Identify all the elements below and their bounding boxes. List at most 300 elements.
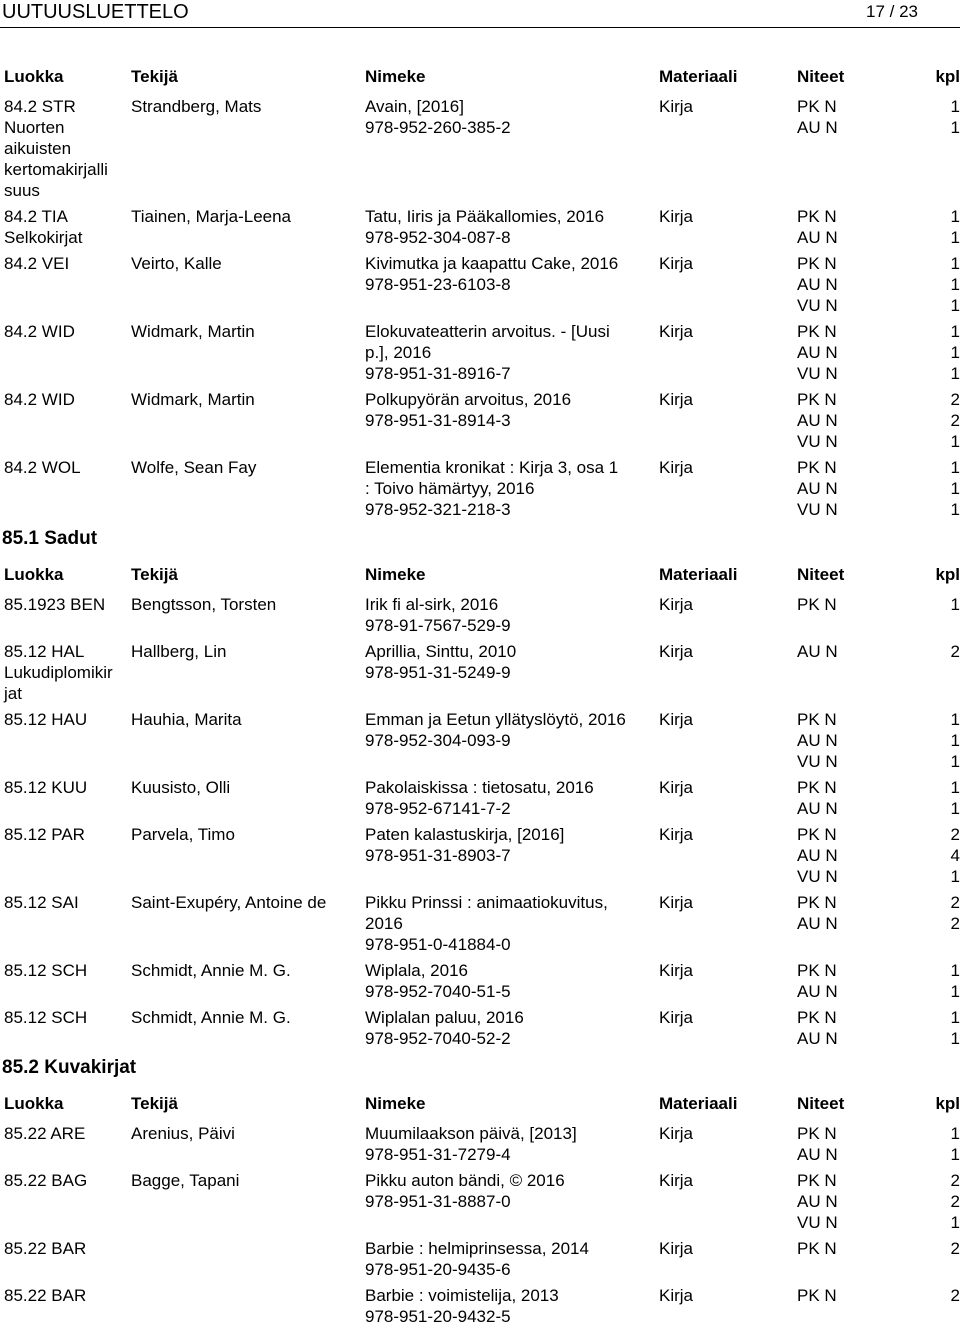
cell-niteet (797, 892, 960, 955)
cell-nimeke (365, 594, 659, 636)
cell-tekija (131, 1007, 365, 1049)
cell-materiaali: Kirja (659, 1008, 694, 1027)
cell-nimeke-line: Paten kalastuskirja, [2016] (365, 825, 565, 844)
cell-nimeke (365, 206, 659, 248)
cell-tekija (131, 457, 365, 520)
copy-location: PK N (797, 1239, 837, 1258)
cell-luokka-line: Nuorten (4, 118, 65, 137)
cell-tekija (131, 641, 365, 704)
copy-location: PK N (797, 1008, 837, 1027)
copy-count: 1 (950, 1213, 960, 1232)
cell-tekija-line: Hauhia, Marita (131, 710, 242, 729)
cell-tekija-line: Arenius, Päivi (131, 1124, 235, 1143)
column-header-kpl: kpl (935, 67, 960, 86)
copy-location: PK N (797, 893, 837, 912)
cell-nimeke (365, 321, 659, 384)
column-header-tekija: Tekijä (131, 1094, 178, 1113)
copy-location-row (797, 845, 960, 866)
copy-location: PK N (797, 1124, 837, 1143)
cell-niteet (797, 253, 960, 316)
copy-count: 1 (950, 595, 960, 614)
cell-nimeke-line: 978-952-304-093-9 (365, 731, 511, 750)
cell-nimeke-line: 978-951-31-8887-0 (365, 1192, 511, 1211)
cell-luokka-line: suus (4, 181, 40, 200)
copy-location: AU N (797, 731, 838, 750)
copy-location-row (797, 96, 960, 117)
cell-nimeke (365, 1238, 659, 1280)
copy-location-row (797, 295, 960, 316)
copy-location-row (797, 499, 960, 520)
cell-luokka-line: 85.12 HAL (4, 642, 85, 661)
catalog-row (0, 594, 960, 636)
cell-nimeke-line: Kivimutka ja kaapattu Cake, 2016 (365, 254, 619, 273)
copy-count: 1 (950, 1029, 960, 1048)
copy-count: 2 (950, 825, 960, 844)
copy-location: AU N (797, 642, 838, 661)
cell-nimeke-line: Irik fi al-sirk, 2016 (365, 595, 499, 614)
copy-location: AU N (797, 275, 838, 294)
cell-luokka (0, 389, 131, 452)
cell-nimeke-line: 978-951-31-5249-9 (365, 663, 511, 682)
cell-nimeke-line: Tatu, Iiris ja Pääkallomies, 2016 (365, 207, 605, 226)
column-header-row (0, 564, 960, 585)
cell-tekija-line: Schmidt, Annie M. G. (131, 1008, 291, 1027)
cell-nimeke-line: 978-951-31-8914-3 (365, 411, 511, 430)
copy-location: PK N (797, 458, 837, 477)
copy-location: PK N (797, 825, 837, 844)
cell-luokka (0, 457, 131, 520)
column-header-materiaali: Materiaali (659, 67, 738, 86)
copy-count: 2 (950, 1192, 960, 1211)
column-header-luokka: Luokka (4, 1094, 64, 1113)
cell-nimeke-line: 978-951-23-6103-8 (365, 275, 511, 294)
cell-luokka (0, 777, 131, 819)
copy-count: 1 (950, 364, 960, 383)
copy-count: 1 (950, 118, 960, 137)
copy-location-row (797, 798, 960, 819)
cell-luokka (0, 206, 131, 248)
copy-location: PK N (797, 390, 837, 409)
column-header-luokka: Luokka (4, 565, 64, 584)
catalog-row (0, 389, 960, 452)
cell-nimeke (365, 892, 659, 955)
catalog-row (0, 96, 960, 201)
cell-luokka-line: 85.12 HAU (4, 710, 88, 729)
cell-tekija-line: Bagge, Tapani (131, 1171, 240, 1190)
section-title: 85.2 Kuvakirjat (2, 1057, 137, 1078)
copy-location: AU N (797, 118, 838, 137)
cell-tekija (131, 206, 365, 248)
cell-tekija-line: Parvela, Timo (131, 825, 235, 844)
cell-materiaali: Kirja (659, 1124, 694, 1143)
copy-count: 2 (950, 1239, 960, 1258)
cell-luokka-line: 84.2 WOL (4, 458, 81, 477)
copy-location-row (797, 1212, 960, 1233)
copy-location: AU N (797, 1192, 838, 1211)
copy-location: VU N (797, 752, 838, 771)
cell-tekija (131, 777, 365, 819)
cell-materiaali: Kirja (659, 207, 694, 226)
cell-tekija (131, 1170, 365, 1233)
cell-tekija (131, 824, 365, 887)
copy-location: AU N (797, 1029, 838, 1048)
cell-niteet (797, 96, 960, 201)
copy-count: 1 (950, 799, 960, 818)
cell-tekija-line: Kuusisto, Olli (131, 778, 231, 797)
cell-luokka (0, 96, 131, 201)
column-header-niteet: Niteet (797, 565, 845, 584)
cell-luokka (0, 1007, 131, 1049)
catalog-row (0, 1007, 960, 1049)
cell-tekija (131, 253, 365, 316)
cell-nimeke-line: 978-952-321-218-3 (365, 500, 511, 519)
copy-location-row (797, 1238, 960, 1259)
column-header-kpl: kpl (935, 565, 960, 584)
cell-nimeke-line: 978-952-67141-7-2 (365, 799, 511, 818)
copy-location-row (797, 389, 960, 410)
copy-count: 1 (950, 867, 960, 886)
copy-location-row (797, 1123, 960, 1144)
cell-tekija (131, 1123, 365, 1165)
cell-tekija-line: Schmidt, Annie M. G. (131, 961, 291, 980)
cell-luokka (0, 1170, 131, 1233)
copy-location: VU N (797, 296, 838, 315)
copy-count: 1 (950, 1124, 960, 1143)
copy-location: AU N (797, 1145, 838, 1164)
cell-materiaali: Kirja (659, 1239, 694, 1258)
cell-luokka (0, 1285, 131, 1327)
cell-nimeke (365, 960, 659, 1002)
catalog-row (0, 824, 960, 887)
copy-location: AU N (797, 411, 838, 430)
copy-location: PK N (797, 322, 837, 341)
cell-nimeke (365, 1285, 659, 1327)
cell-nimeke-line: Polkupyörän arvoitus, 2016 (365, 390, 572, 409)
cell-nimeke (365, 1123, 659, 1165)
copy-location-row (797, 321, 960, 342)
copy-location-row (797, 594, 960, 615)
cell-luokka-line: 84.2 STR (4, 97, 76, 116)
cell-nimeke-line: Barbie : helmiprinsessa, 2014 (365, 1239, 589, 1258)
copy-count: 1 (950, 1008, 960, 1027)
copy-count: 1 (950, 296, 960, 315)
copy-count: 1 (950, 710, 960, 729)
copy-location-row (797, 431, 960, 452)
cell-materiaali: Kirja (659, 893, 694, 912)
cell-tekija-line: Strandberg, Mats (131, 97, 262, 116)
copy-location: PK N (797, 254, 837, 273)
copy-count: 1 (950, 961, 960, 980)
cell-luokka-line: kertomakirjalli (4, 160, 108, 179)
cell-nimeke-line: 978-91-7567-529-9 (365, 616, 511, 635)
copy-location-row (797, 410, 960, 431)
cell-nimeke (365, 641, 659, 704)
cell-nimeke-line: p.], 2016 (365, 343, 432, 362)
copy-count: 2 (950, 411, 960, 430)
cell-nimeke-line: 978-951-31-7279-4 (365, 1145, 511, 1164)
column-header-tekija: Tekijä (131, 565, 178, 584)
cell-materiaali: Kirja (659, 458, 694, 477)
cell-tekija-line: Saint-Exupéry, Antoine de (131, 893, 327, 912)
page-number: 17 / 23 (866, 2, 918, 21)
column-header-kpl: kpl (935, 1094, 960, 1113)
column-header-niteet: Niteet (797, 1094, 845, 1113)
cell-nimeke (365, 457, 659, 520)
cell-nimeke-line: Pakolaiskissa : tietosatu, 2016 (365, 778, 594, 797)
copy-location-row (797, 981, 960, 1002)
catalog-row (0, 206, 960, 248)
copy-location: AU N (797, 228, 838, 247)
copy-location: PK N (797, 595, 837, 614)
copy-location: PK N (797, 1286, 837, 1305)
cell-nimeke-line: 978-951-31-8903-7 (365, 846, 511, 865)
cell-luokka-line: 85.12 PAR (4, 825, 85, 844)
cell-materiaali: Kirja (659, 642, 694, 661)
cell-nimeke-line: Barbie : voimistelija, 2013 (365, 1286, 559, 1305)
catalog-rows (0, 594, 960, 1049)
catalog-row (0, 1123, 960, 1165)
cell-nimeke-line: : Toivo hämärtyy, 2016 (365, 479, 535, 498)
copy-location-row (797, 1285, 960, 1306)
cell-nimeke-line: Wiplalan paluu, 2016 (365, 1008, 524, 1027)
cell-nimeke-line: 978-951-0-41884-0 (365, 935, 511, 954)
catalog-row (0, 960, 960, 1002)
copy-count: 1 (950, 207, 960, 226)
column-header-materiaali: Materiaali (659, 565, 738, 584)
copy-location-row (797, 709, 960, 730)
copy-count: 2 (950, 1171, 960, 1190)
catalog-section (0, 66, 960, 520)
copy-count: 1 (950, 778, 960, 797)
copy-location-row (797, 478, 960, 499)
copy-location-row (797, 1191, 960, 1212)
cell-luokka-line: 84.2 WID (4, 390, 75, 409)
copy-count: 2 (950, 1286, 960, 1305)
cell-materiaali: Kirja (659, 390, 694, 409)
column-header-tekija: Tekijä (131, 67, 178, 86)
cell-luokka (0, 594, 131, 636)
cell-luokka-line: Lukudiplomikir (4, 663, 113, 682)
cell-materiaali: Kirja (659, 1286, 694, 1305)
cell-tekija (131, 321, 365, 384)
copy-count: 1 (950, 458, 960, 477)
cell-nimeke-line: Pikku Prinssi : animaatiokuvitus, (365, 893, 608, 912)
copy-location: AU N (797, 799, 838, 818)
cell-materiaali: Kirja (659, 778, 694, 797)
copy-count: 2 (950, 390, 960, 409)
copy-count: 1 (950, 752, 960, 771)
cell-materiaali: Kirja (659, 322, 694, 341)
cell-tekija (131, 1238, 365, 1280)
copy-count: 2 (950, 914, 960, 933)
cell-nimeke-line: 2016 (365, 914, 403, 933)
cell-materiaali: Kirja (659, 825, 694, 844)
cell-nimeke-line: Elementia kronikat : Kirja 3, osa 1 (365, 458, 619, 477)
cell-nimeke-line: Aprillia, Sinttu, 2010 (365, 642, 517, 661)
copy-location-row (797, 641, 960, 662)
cell-nimeke (365, 96, 659, 201)
cell-luokka (0, 960, 131, 1002)
cell-nimeke (365, 709, 659, 772)
cell-nimeke-line: Emman ja Eetun yllätyslöytö, 2016 (365, 710, 626, 729)
cell-tekija (131, 1285, 365, 1327)
catalog-row (0, 253, 960, 316)
cell-luokka (0, 641, 131, 704)
copy-location: VU N (797, 500, 838, 519)
section-title: 85.1 Sadut (2, 528, 98, 549)
page-header (0, 0, 960, 26)
copy-location-row (797, 866, 960, 887)
cell-niteet (797, 1007, 960, 1049)
copy-location-row (797, 253, 960, 274)
copy-location: PK N (797, 710, 837, 729)
cell-nimeke-line: Pikku auton bändi, © 2016 (365, 1171, 565, 1190)
catalog-row (0, 1170, 960, 1233)
copy-location: PK N (797, 97, 837, 116)
cell-tekija (131, 96, 365, 201)
copy-location: VU N (797, 432, 838, 451)
copy-location-row (797, 751, 960, 772)
cell-nimeke (365, 389, 659, 452)
cell-luokka-line: 85.22 BAR (4, 1286, 87, 1305)
column-header-nimeke: Nimeke (365, 1094, 426, 1113)
cell-tekija-line: Widmark, Martin (131, 322, 255, 341)
copy-count: 1 (950, 479, 960, 498)
copy-location-row (797, 824, 960, 845)
copy-location-row (797, 363, 960, 384)
cell-luokka-line: 85.12 SCH (4, 1008, 88, 1027)
cell-tekija (131, 389, 365, 452)
column-header-luokka: Luokka (4, 67, 64, 86)
cell-luokka-line: jat (4, 684, 22, 703)
copy-count: 4 (950, 846, 960, 865)
cell-nimeke-line: Muumilaakson päivä, [2013] (365, 1124, 577, 1143)
cell-materiaali: Kirja (659, 710, 694, 729)
cell-materiaali: Kirja (659, 961, 694, 980)
cell-luokka (0, 824, 131, 887)
cell-luokka (0, 892, 131, 955)
cell-niteet (797, 206, 960, 248)
cell-luokka-line: 84.2 WID (4, 322, 75, 341)
cell-niteet (797, 389, 960, 452)
cell-materiaali: Kirja (659, 1171, 694, 1190)
cell-niteet (797, 824, 960, 887)
copy-count: 1 (950, 254, 960, 273)
cell-luokka (0, 253, 131, 316)
cell-tekija-line: Wolfe, Sean Fay (131, 458, 257, 477)
cell-luokka-line: Selkokirjat (4, 228, 83, 247)
cell-nimeke (365, 777, 659, 819)
copy-location: VU N (797, 364, 838, 383)
copy-count: 1 (950, 500, 960, 519)
cell-tekija (131, 960, 365, 1002)
cell-nimeke-line: 978-952-260-385-2 (365, 118, 511, 137)
catalog-content (0, 66, 960, 1332)
column-header-nimeke: Nimeke (365, 565, 426, 584)
cell-tekija-line: Bengtsson, Torsten (131, 595, 277, 614)
cell-tekija (131, 892, 365, 955)
catalog-row (0, 641, 960, 704)
catalog-row (0, 892, 960, 955)
copy-count: 1 (950, 731, 960, 750)
cell-tekija-line: Widmark, Martin (131, 390, 255, 409)
cell-nimeke-line: Elokuvateatterin arvoitus. - [Uusi (365, 322, 610, 341)
cell-luokka (0, 1123, 131, 1165)
copy-location-row (797, 913, 960, 934)
copy-location: PK N (797, 961, 837, 980)
cell-tekija-line: Tiainen, Marja-Leena (131, 207, 292, 226)
cell-luokka-line: 85.22 BAG (4, 1171, 88, 1190)
column-header-row (0, 1093, 960, 1114)
cell-nimeke-line: 978-952-304-087-8 (365, 228, 511, 247)
catalog-rows (0, 96, 960, 520)
copy-location: AU N (797, 846, 838, 865)
cell-nimeke-line: 978-951-20-9432-5 (365, 1307, 511, 1326)
cell-luokka-line: 85.22 ARE (4, 1124, 86, 1143)
catalog-section (0, 528, 960, 1049)
catalog-row (0, 321, 960, 384)
column-header-row (0, 66, 960, 87)
catalog-row (0, 709, 960, 772)
cell-nimeke-line: 978-952-7040-52-2 (365, 1029, 511, 1048)
copy-location-row (797, 1007, 960, 1028)
cell-niteet (797, 321, 960, 384)
copy-count: 1 (950, 97, 960, 116)
copy-location: AU N (797, 982, 838, 1001)
copy-location: VU N (797, 1213, 838, 1232)
copy-location-row (797, 206, 960, 227)
catalog-row (0, 1285, 960, 1327)
copy-location-row (797, 892, 960, 913)
cell-luokka-line: 85.12 SCH (4, 961, 88, 980)
cell-nimeke-line: Avain, [2016] (365, 97, 464, 116)
copy-count: 2 (950, 893, 960, 912)
cell-niteet (797, 1123, 960, 1165)
copy-count: 1 (950, 432, 960, 451)
copy-location-row (797, 777, 960, 798)
copy-location: PK N (797, 207, 837, 226)
cell-luokka-line: aikuisten (4, 139, 72, 158)
catalog-section (0, 1057, 960, 1327)
cell-luokka-line: 84.2 VEI (4, 254, 70, 273)
cell-nimeke (365, 1007, 659, 1049)
cell-tekija-line: Veirto, Kalle (131, 254, 222, 273)
cell-luokka-line: 85.1923 BEN (4, 595, 106, 614)
copy-location-row (797, 457, 960, 478)
cell-nimeke-line: 978-951-20-9435-6 (365, 1260, 511, 1279)
cell-luokka (0, 709, 131, 772)
copy-location: PK N (797, 1171, 837, 1190)
copy-count: 1 (950, 322, 960, 341)
header-rule (0, 27, 960, 28)
catalog-rows (0, 1123, 960, 1327)
copy-location: AU N (797, 343, 838, 362)
copy-count: 2 (950, 642, 960, 661)
copy-location-row (797, 730, 960, 751)
copy-location-row (797, 1028, 960, 1049)
copy-count: 1 (950, 1145, 960, 1164)
catalog-row (0, 1238, 960, 1280)
cell-luokka-line: 85.22 BAR (4, 1239, 87, 1258)
copy-location-row (797, 117, 960, 138)
copy-location: AU N (797, 479, 838, 498)
cell-tekija (131, 709, 365, 772)
catalog-row (0, 457, 960, 520)
copy-count: 1 (950, 343, 960, 362)
copy-location: PK N (797, 778, 837, 797)
copy-location-row (797, 342, 960, 363)
cell-materiaali: Kirja (659, 254, 694, 273)
